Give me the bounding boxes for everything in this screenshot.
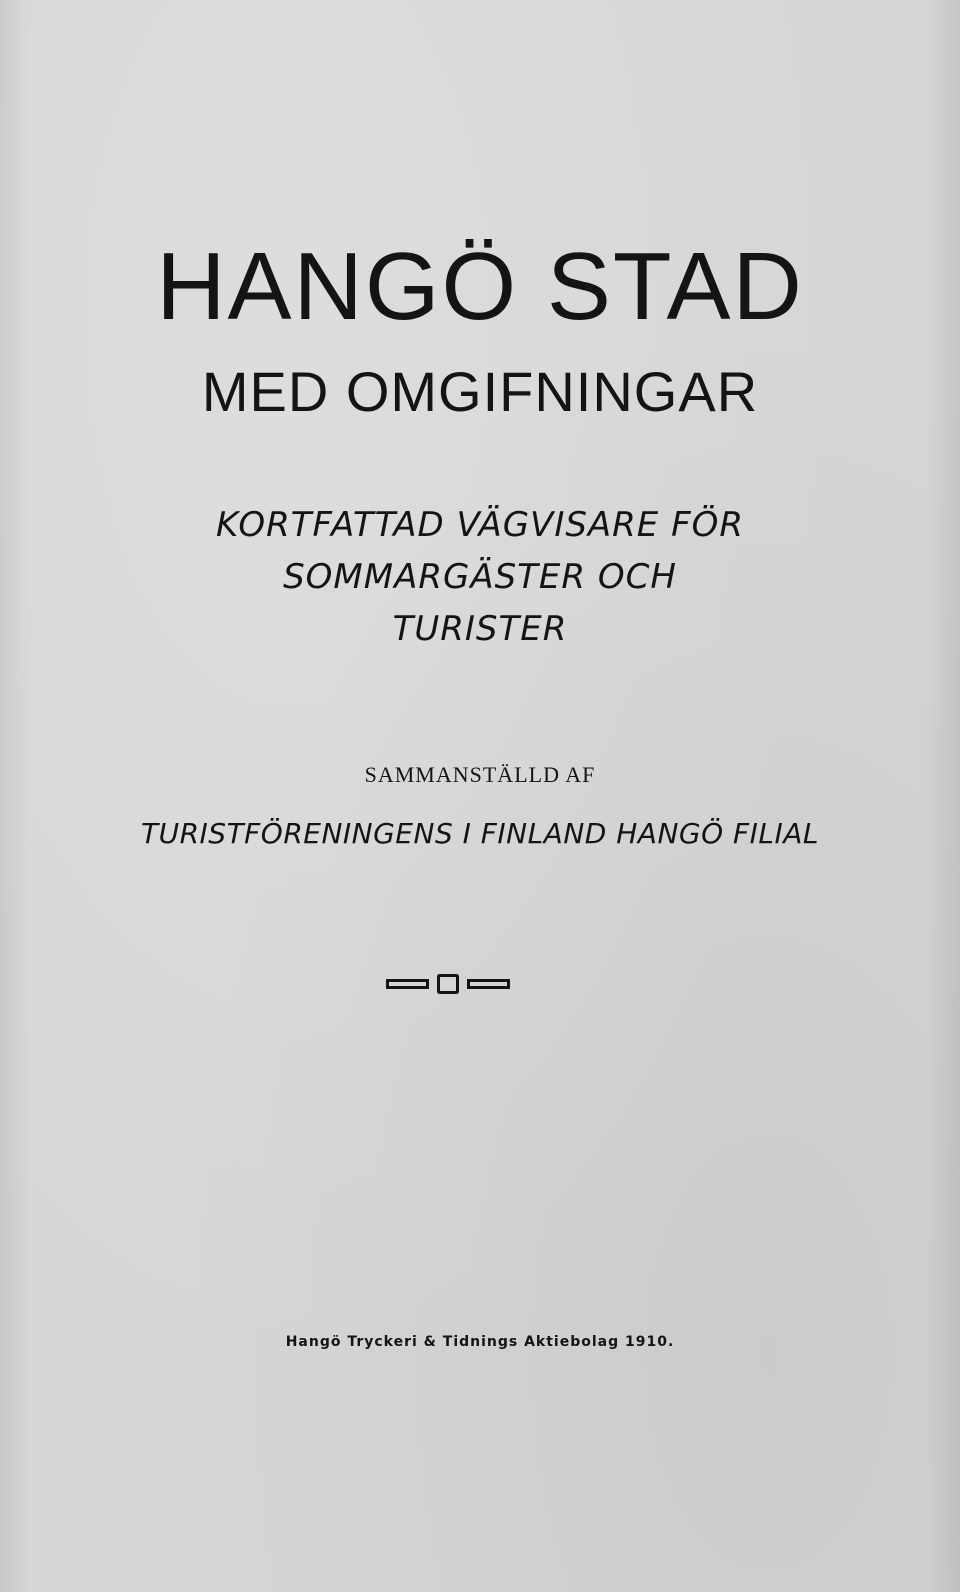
book-title: HANGÖ STAD bbox=[156, 233, 804, 340]
organization-name: TURISTFÖRENINGENS I FINLAND HANGÖ FILIAL bbox=[140, 817, 820, 850]
compiled-by-label: SAMMANSTÄLLD AF bbox=[364, 762, 596, 787]
printer-imprint: Hangö Tryckeri & Tidnings Aktiebolag 1910. bbox=[285, 1334, 675, 1350]
description-line-2: SOMMARGÄSTER OCH bbox=[283, 557, 677, 597]
decorative-rule-ornament bbox=[386, 972, 510, 996]
book-subtitle: MED OMGIFNINGAR bbox=[201, 360, 759, 423]
description-line-3: TURISTER bbox=[392, 609, 568, 649]
description-line-1: KORTFATTAD VÄGVISARE FÖR bbox=[215, 505, 745, 545]
